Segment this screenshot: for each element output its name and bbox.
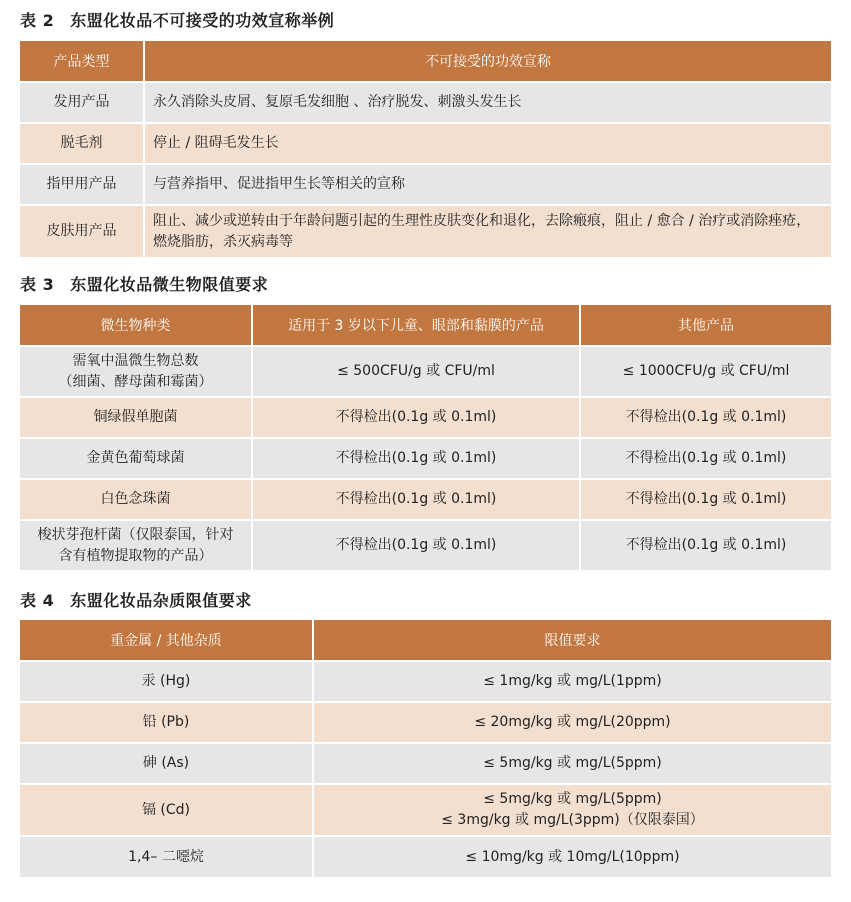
table3-cell-other-limit: ≤ 1000CFU/g 或 CFU/ml: [580, 346, 831, 397]
table4-header-impurity: 重金属 / 其他杂质: [20, 620, 313, 661]
table4-header-row: [20, 620, 831, 661]
table-row: [20, 784, 831, 836]
table3-cell-children-limit: ≤ 500CFU/g 或 CFU/ml: [252, 346, 580, 397]
table4-caption-number: 表 4: [20, 591, 55, 610]
table4-cell-limit: ≤ 5mg/kg 或 mg/L(5ppm): [313, 743, 831, 784]
microbe-line-1: 需氧中温微生物总数: [72, 352, 199, 369]
table3-cell-children-limit: 不得检出(0.1g 或 0.1ml): [252, 479, 580, 520]
table3-cell-other-limit: 不得检出(0.1g 或 0.1ml): [580, 520, 831, 570]
table3-cell-children-limit: 不得检出(0.1g 或 0.1ml): [252, 520, 580, 570]
table3: [20, 305, 831, 570]
table4-caption-title: 东盟化妆品杂质限值要求: [70, 591, 252, 610]
table2-cell-type: 指甲用产品: [20, 164, 144, 205]
table-row: [20, 836, 831, 877]
table3-header-microbe: 微生物种类: [20, 305, 252, 346]
table-row: [20, 438, 831, 479]
table4-cell-impurity: 铅 (Pb): [20, 702, 313, 743]
table4-caption: [20, 588, 252, 611]
table3-caption-number: 表 3: [20, 275, 55, 294]
table2-cell-claim: 停止 / 阻碍毛发生长: [144, 123, 831, 164]
table2-caption: [20, 8, 334, 31]
table3-cell-children-limit: 不得检出(0.1g 或 0.1ml): [252, 438, 580, 479]
table3-caption: [20, 272, 268, 295]
table-row: [20, 702, 831, 743]
table4-cell-impurity: 砷 (As): [20, 743, 313, 784]
table3-cell-microbe: [20, 346, 252, 397]
microbe-line-2: 含有植物提取物的产品）: [58, 547, 213, 564]
table3-caption-title: 东盟化妆品微生物限值要求: [70, 275, 269, 294]
table3-cell-microbe: 白色念珠菌: [20, 479, 252, 520]
table3-header-other: 其他产品: [580, 305, 831, 346]
table2-cell-claim: 永久消除头皮屑、复原毛发细胞 、治疗脱发、刺激头发生长: [144, 82, 831, 123]
table-row: [20, 661, 831, 702]
microbe-line-1: 梭状芽孢杆菌（仅限泰国，针对: [37, 526, 234, 543]
table-row: [20, 479, 831, 520]
table3-header-row: [20, 305, 831, 346]
table3-cell-microbe: [20, 520, 252, 570]
table2-cell-claim: 与营养指甲、促进指甲生长等相关的宣称: [144, 164, 831, 205]
table2-header-product-type: 产品类型: [20, 41, 144, 82]
table4-cell-limit: ≤ 10mg/kg 或 10mg/L(10ppm): [313, 836, 831, 877]
table2-cell-type: 皮肤用产品: [20, 205, 144, 257]
table2-header-claims: 不可接受的功效宣称: [144, 41, 831, 82]
table2-header-row: [20, 41, 831, 82]
table3-cell-microbe: 铜绿假单胞菌: [20, 397, 252, 438]
table-row: [20, 520, 831, 570]
table3-cell-microbe: 金黄色葡萄球菌: [20, 438, 252, 479]
table2-cell-type: 脱毛剂: [20, 123, 144, 164]
table2-caption-number: 表 2: [20, 11, 55, 30]
table4-cell-impurity: 1,4– 二噁烷: [20, 836, 313, 877]
table-row: [20, 82, 831, 123]
table3-cell-other-limit: 不得检出(0.1g 或 0.1ml): [580, 438, 831, 479]
microbe-line-2: （细菌、酵母菌和霉菌）: [58, 373, 213, 390]
table3-cell-other-limit: 不得检出(0.1g 或 0.1ml): [580, 479, 831, 520]
table-row: [20, 164, 831, 205]
table2-caption-title: 东盟化妆品不可接受的功效宣称举例: [70, 11, 335, 30]
table4-cell-limit: ≤ 20mg/kg 或 mg/L(20ppm): [313, 702, 831, 743]
table4-cell-limit: [313, 784, 831, 836]
table2-cell-claim: 阻止、减少或逆转由于年龄问题引起的生理性皮肤变化和退化，去除瘢痕，阻止 / 愈合 / 治疗或消除痤疮，燃烧脂肪，杀灭病毒等: [144, 205, 831, 257]
table4: [20, 620, 831, 877]
table3-cell-other-limit: 不得检出(0.1g 或 0.1ml): [580, 397, 831, 438]
limit-line-1: ≤ 5mg/kg 或 mg/L(5ppm): [483, 791, 662, 807]
table-row: [20, 123, 831, 164]
table-row: [20, 743, 831, 784]
table4-cell-limit: ≤ 1mg/kg 或 mg/L(1ppm): [313, 661, 831, 702]
table-row: [20, 346, 831, 397]
limit-line-2: ≤ 3mg/kg 或 mg/L(3ppm)（仅限泰国）: [441, 812, 704, 828]
table4-cell-impurity: 汞 (Hg): [20, 661, 313, 702]
table2-cell-type: 发用产品: [20, 82, 144, 123]
table4-header-limit: 限值要求: [313, 620, 831, 661]
table-row: [20, 205, 831, 257]
table3-header-children-eye: 适用于 3 岁以下儿童、眼部和黏膜的产品: [252, 305, 580, 346]
table4-cell-impurity: 镉 (Cd): [20, 784, 313, 836]
table2: [20, 41, 831, 257]
table-row: [20, 397, 831, 438]
table3-cell-children-limit: 不得检出(0.1g 或 0.1ml): [252, 397, 580, 438]
